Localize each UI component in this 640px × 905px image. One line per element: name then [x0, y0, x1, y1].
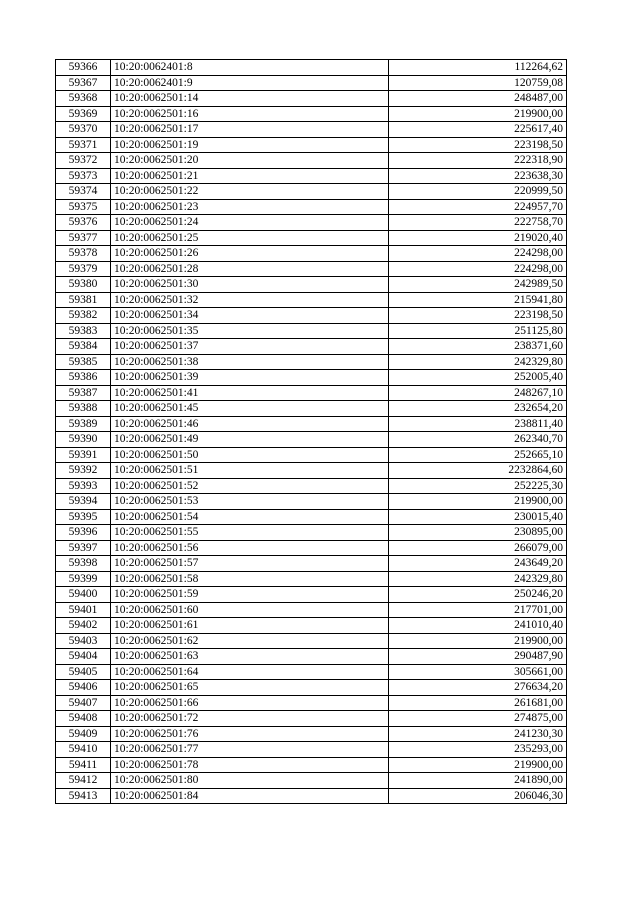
value-cell: 262340,70 [389, 432, 567, 448]
cadastral-number-cell: 10:20:0062501:30 [111, 277, 389, 293]
table-row [56, 711, 567, 727]
value-cell: 241230,30 [389, 726, 567, 742]
row-number-cell: 59380 [56, 277, 111, 293]
cadastral-number-cell: 10:20:0062501:51 [111, 463, 389, 479]
table-row [56, 354, 567, 370]
cadastral-value-table [55, 59, 567, 804]
cadastral-number-cell: 10:20:0062501:66 [111, 695, 389, 711]
cadastral-number-cell: 10:20:0062501:60 [111, 602, 389, 618]
cadastral-number-cell: 10:20:0062501:84 [111, 788, 389, 804]
value-cell: 223198,50 [389, 137, 567, 153]
value-cell: 219900,00 [389, 106, 567, 122]
value-cell: 220999,50 [389, 184, 567, 200]
row-number-cell: 59408 [56, 711, 111, 727]
value-cell: 242329,80 [389, 354, 567, 370]
value-cell: 261681,00 [389, 695, 567, 711]
table-row [56, 416, 567, 432]
cadastral-number-cell: 10:20:0062501:23 [111, 199, 389, 215]
table-row [56, 246, 567, 262]
value-cell: 241010,40 [389, 618, 567, 634]
table-row [56, 726, 567, 742]
table-row [56, 184, 567, 200]
table-row [56, 339, 567, 355]
row-number-cell: 59396 [56, 525, 111, 541]
value-cell: 248267,10 [389, 385, 567, 401]
row-number-cell: 59401 [56, 602, 111, 618]
row-number-cell: 59411 [56, 757, 111, 773]
table-row [56, 494, 567, 510]
value-cell: 276634,20 [389, 680, 567, 696]
cadastral-number-cell: 10:20:0062501:63 [111, 649, 389, 665]
cadastral-number-cell: 10:20:0062501:52 [111, 478, 389, 494]
table-row [56, 106, 567, 122]
cadastral-number-cell: 10:20:0062501:25 [111, 230, 389, 246]
row-number-cell: 59393 [56, 478, 111, 494]
cadastral-number-cell: 10:20:0062501:34 [111, 308, 389, 324]
table-row [56, 292, 567, 308]
table-row [56, 122, 567, 138]
cadastral-number-cell: 10:20:0062501:76 [111, 726, 389, 742]
value-cell: 250246,20 [389, 587, 567, 603]
table-row [56, 556, 567, 572]
row-number-cell: 59375 [56, 199, 111, 215]
cadastral-number-cell: 10:20:0062501:14 [111, 91, 389, 107]
value-cell: 242329,80 [389, 571, 567, 587]
table-row [56, 432, 567, 448]
value-cell: 230895,00 [389, 525, 567, 541]
row-number-cell: 59384 [56, 339, 111, 355]
table-row [56, 153, 567, 169]
cadastral-number-cell: 10:20:0062501:80 [111, 773, 389, 789]
cadastral-number-cell: 10:20:0062501:72 [111, 711, 389, 727]
row-number-cell: 59405 [56, 664, 111, 680]
cadastral-number-cell: 10:20:0062501:45 [111, 401, 389, 417]
row-number-cell: 59371 [56, 137, 111, 153]
cadastral-number-cell: 10:20:0062501:78 [111, 757, 389, 773]
value-cell: 222318,90 [389, 153, 567, 169]
table-row [56, 540, 567, 556]
table-row [56, 509, 567, 525]
row-number-cell: 59382 [56, 308, 111, 324]
cadastral-number-cell: 10:20:0062501:17 [111, 122, 389, 138]
table-row [56, 261, 567, 277]
cadastral-number-cell: 10:20:0062501:57 [111, 556, 389, 572]
value-cell: 223198,50 [389, 308, 567, 324]
table-row [56, 199, 567, 215]
row-number-cell: 59383 [56, 323, 111, 339]
cadastral-number-cell: 10:20:0062501:77 [111, 742, 389, 758]
value-cell: 225617,40 [389, 122, 567, 138]
row-number-cell: 59395 [56, 509, 111, 525]
value-cell: 238371,60 [389, 339, 567, 355]
value-cell: 248487,00 [389, 91, 567, 107]
table-row [56, 478, 567, 494]
table-row [56, 401, 567, 417]
cadastral-number-cell: 10:20:0062501:22 [111, 184, 389, 200]
cadastral-number-cell: 10:20:0062501:39 [111, 370, 389, 386]
row-number-cell: 59390 [56, 432, 111, 448]
value-cell: 305661,00 [389, 664, 567, 680]
value-cell: 215941,80 [389, 292, 567, 308]
table-row [56, 788, 567, 804]
table-row [56, 571, 567, 587]
row-number-cell: 59387 [56, 385, 111, 401]
table-row [56, 463, 567, 479]
row-number-cell: 59385 [56, 354, 111, 370]
cadastral-number-cell: 10:20:0062501:65 [111, 680, 389, 696]
table-row [56, 215, 567, 231]
table-row [56, 587, 567, 603]
cadastral-number-cell: 10:20:0062501:58 [111, 571, 389, 587]
row-number-cell: 59403 [56, 633, 111, 649]
row-number-cell: 59368 [56, 91, 111, 107]
row-number-cell: 59367 [56, 75, 111, 91]
cadastral-number-cell: 10:20:0062401:9 [111, 75, 389, 91]
row-number-cell: 59413 [56, 788, 111, 804]
cadastral-number-cell: 10:20:0062501:20 [111, 153, 389, 169]
row-number-cell: 59399 [56, 571, 111, 587]
cadastral-number-cell: 10:20:0062501:50 [111, 447, 389, 463]
row-number-cell: 59397 [56, 540, 111, 556]
value-cell: 219900,00 [389, 494, 567, 510]
value-cell: 206046,30 [389, 788, 567, 804]
row-number-cell: 59410 [56, 742, 111, 758]
value-cell: 252225,30 [389, 478, 567, 494]
value-cell: 243649,20 [389, 556, 567, 572]
value-cell: 2232864,60 [389, 463, 567, 479]
cadastral-number-cell: 10:20:0062501:35 [111, 323, 389, 339]
cadastral-number-cell: 10:20:0062501:38 [111, 354, 389, 370]
value-cell: 219900,00 [389, 633, 567, 649]
table-row [56, 137, 567, 153]
cadastral-number-cell: 10:20:0062501:32 [111, 292, 389, 308]
cadastral-number-cell: 10:20:0062501:56 [111, 540, 389, 556]
row-number-cell: 59400 [56, 587, 111, 603]
cadastral-number-cell: 10:20:0062501:49 [111, 432, 389, 448]
table-row [56, 60, 567, 76]
table-row [56, 323, 567, 339]
cadastral-number-cell: 10:20:0062501:24 [111, 215, 389, 231]
row-number-cell: 59370 [56, 122, 111, 138]
cadastral-number-cell: 10:20:0062401:8 [111, 60, 389, 76]
value-cell: 238811,40 [389, 416, 567, 432]
value-cell: 217701,00 [389, 602, 567, 618]
table-row [56, 385, 567, 401]
value-cell: 120759,08 [389, 75, 567, 91]
cadastral-number-cell: 10:20:0062501:59 [111, 587, 389, 603]
table-row [56, 757, 567, 773]
table-row [56, 308, 567, 324]
row-number-cell: 59398 [56, 556, 111, 572]
row-number-cell: 59388 [56, 401, 111, 417]
table-row [56, 695, 567, 711]
table-body [56, 60, 567, 804]
table-row [56, 773, 567, 789]
value-cell: 251125,80 [389, 323, 567, 339]
table-row [56, 742, 567, 758]
value-cell: 266079,00 [389, 540, 567, 556]
value-cell: 222758,70 [389, 215, 567, 231]
document-page [55, 59, 566, 804]
cadastral-number-cell: 10:20:0062501:54 [111, 509, 389, 525]
row-number-cell: 59369 [56, 106, 111, 122]
value-cell: 290487,90 [389, 649, 567, 665]
row-number-cell: 59379 [56, 261, 111, 277]
table-row [56, 447, 567, 463]
value-cell: 219020,40 [389, 230, 567, 246]
cadastral-number-cell: 10:20:0062501:61 [111, 618, 389, 634]
cadastral-number-cell: 10:20:0062501:53 [111, 494, 389, 510]
cadastral-number-cell: 10:20:0062501:19 [111, 137, 389, 153]
row-number-cell: 59391 [56, 447, 111, 463]
table-row [56, 168, 567, 184]
cadastral-number-cell: 10:20:0062501:46 [111, 416, 389, 432]
table-row [56, 525, 567, 541]
value-cell: 274875,00 [389, 711, 567, 727]
cadastral-number-cell: 10:20:0062501:64 [111, 664, 389, 680]
cadastral-number-cell: 10:20:0062501:62 [111, 633, 389, 649]
row-number-cell: 59389 [56, 416, 111, 432]
table-row [56, 680, 567, 696]
cadastral-number-cell: 10:20:0062501:41 [111, 385, 389, 401]
table-row [56, 633, 567, 649]
table-row [56, 664, 567, 680]
table-row [56, 230, 567, 246]
table-row [56, 602, 567, 618]
cadastral-number-cell: 10:20:0062501:26 [111, 246, 389, 262]
row-number-cell: 59386 [56, 370, 111, 386]
value-cell: 232654,20 [389, 401, 567, 417]
row-number-cell: 59381 [56, 292, 111, 308]
value-cell: 224957,70 [389, 199, 567, 215]
row-number-cell: 59372 [56, 153, 111, 169]
table-row [56, 649, 567, 665]
row-number-cell: 59404 [56, 649, 111, 665]
row-number-cell: 59374 [56, 184, 111, 200]
cadastral-number-cell: 10:20:0062501:28 [111, 261, 389, 277]
row-number-cell: 59378 [56, 246, 111, 262]
value-cell: 230015,40 [389, 509, 567, 525]
table-row [56, 370, 567, 386]
row-number-cell: 59409 [56, 726, 111, 742]
cadastral-number-cell: 10:20:0062501:21 [111, 168, 389, 184]
value-cell: 112264,62 [389, 60, 567, 76]
value-cell: 241890,00 [389, 773, 567, 789]
row-number-cell: 59373 [56, 168, 111, 184]
table-row [56, 277, 567, 293]
value-cell: 224298,00 [389, 261, 567, 277]
row-number-cell: 59394 [56, 494, 111, 510]
value-cell: 224298,00 [389, 246, 567, 262]
value-cell: 252005,40 [389, 370, 567, 386]
cadastral-number-cell: 10:20:0062501:37 [111, 339, 389, 355]
table-row [56, 618, 567, 634]
value-cell: 252665,10 [389, 447, 567, 463]
cadastral-number-cell: 10:20:0062501:55 [111, 525, 389, 541]
value-cell: 242989,50 [389, 277, 567, 293]
cadastral-number-cell: 10:20:0062501:16 [111, 106, 389, 122]
value-cell: 219900,00 [389, 757, 567, 773]
value-cell: 235293,00 [389, 742, 567, 758]
table-row [56, 75, 567, 91]
row-number-cell: 59412 [56, 773, 111, 789]
row-number-cell: 59407 [56, 695, 111, 711]
row-number-cell: 59366 [56, 60, 111, 76]
row-number-cell: 59402 [56, 618, 111, 634]
row-number-cell: 59392 [56, 463, 111, 479]
row-number-cell: 59377 [56, 230, 111, 246]
value-cell: 223638,30 [389, 168, 567, 184]
table-row [56, 91, 567, 107]
row-number-cell: 59376 [56, 215, 111, 231]
row-number-cell: 59406 [56, 680, 111, 696]
